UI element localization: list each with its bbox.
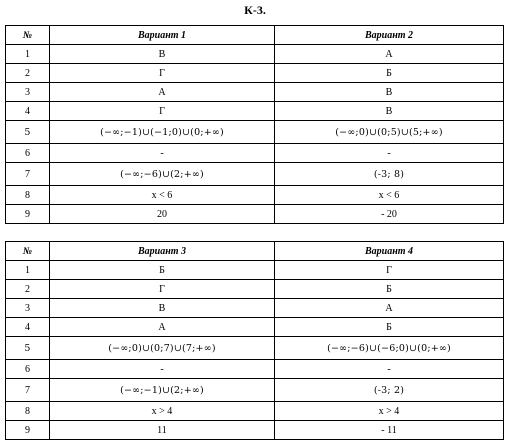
answer-cell: (−∞;−6)∪(−6;0)∪(0;+∞)	[275, 337, 504, 360]
table-row	[6, 163, 504, 186]
answer-cell: (−∞;−1)∪(−1;0)∪(0;+∞)	[50, 121, 275, 144]
answer-cell: В	[50, 45, 275, 64]
answer-cell: -	[275, 144, 504, 163]
column-header-variant-2: Вариант 2	[275, 26, 504, 45]
column-header-variant-3: Вариант 3	[50, 242, 275, 261]
answer-cell: Б	[275, 318, 504, 337]
answer-cell: В	[275, 102, 504, 121]
answer-cell: (-3; 8)	[275, 163, 504, 186]
table-row	[6, 402, 504, 421]
row-number-cell: 3	[6, 299, 50, 318]
table-row	[6, 121, 504, 144]
row-number-cell: 4	[6, 102, 50, 121]
table-row	[6, 205, 504, 224]
answer-cell: x > 4	[50, 402, 275, 421]
row-number-cell: 3	[6, 83, 50, 102]
answer-cell: В	[50, 299, 275, 318]
answer-cell: (-3; 2)	[275, 379, 504, 402]
column-header-number: №	[6, 26, 50, 45]
table-header-row	[6, 242, 504, 261]
answer-cell: Б	[275, 280, 504, 299]
answer-cell: -	[50, 144, 275, 163]
table-row	[6, 360, 504, 379]
answer-cell: -	[50, 360, 275, 379]
page-title: К-3.	[244, 3, 266, 17]
answer-cell: x > 4	[275, 402, 504, 421]
row-number-cell: 7	[6, 163, 50, 186]
table-row	[6, 337, 504, 360]
column-header-variant-4: Вариант 4	[275, 242, 504, 261]
row-number-cell: 9	[6, 205, 50, 224]
answer-cell: Г	[275, 261, 504, 280]
answer-cell: В	[275, 83, 504, 102]
table-row	[6, 64, 504, 83]
row-number-cell: 5	[6, 121, 50, 144]
row-number-cell: 7	[6, 379, 50, 402]
table-row	[6, 186, 504, 205]
answer-cell: Г	[50, 64, 275, 83]
table-row	[6, 261, 504, 280]
row-number-cell: 2	[6, 280, 50, 299]
answer-cell: А	[50, 318, 275, 337]
row-number-cell: 6	[6, 360, 50, 379]
answer-cell: (−∞;0)∪(0;5)∪(5;+∞)	[275, 121, 504, 144]
table-row	[6, 83, 504, 102]
row-number-cell: 2	[6, 64, 50, 83]
answer-cell: Г	[50, 102, 275, 121]
answer-cell: А	[275, 299, 504, 318]
answer-cell: - 20	[275, 205, 504, 224]
row-number-cell: 4	[6, 318, 50, 337]
answer-cell: x < 6	[50, 186, 275, 205]
answer-cell: (−∞;−1)∪(2;+∞)	[50, 379, 275, 402]
table-row	[6, 299, 504, 318]
answer-cell: x < 6	[275, 186, 504, 205]
answer-cell: (−∞;0)∪(0;7)∪(7;+∞)	[50, 337, 275, 360]
answer-cell: Б	[275, 64, 504, 83]
column-header-number: №	[6, 242, 50, 261]
answer-cell: - 11	[275, 421, 504, 440]
table-row	[6, 421, 504, 440]
row-number-cell: 8	[6, 186, 50, 205]
answer-cell: Б	[50, 261, 275, 280]
answer-cell: Г	[50, 280, 275, 299]
table-row	[6, 102, 504, 121]
answers-table-variants-3-4	[5, 241, 504, 440]
table-header-row	[6, 26, 504, 45]
table-row	[6, 280, 504, 299]
row-number-cell: 5	[6, 337, 50, 360]
answer-cell: 20	[50, 205, 275, 224]
answer-cell: -	[275, 360, 504, 379]
answers-table-variants-1-2	[5, 25, 504, 224]
table-row	[6, 144, 504, 163]
row-number-cell: 8	[6, 402, 50, 421]
answer-cell: А	[50, 83, 275, 102]
table-row	[6, 379, 504, 402]
answer-cell: 11	[50, 421, 275, 440]
table-row	[6, 318, 504, 337]
answer-cell: А	[275, 45, 504, 64]
table-row	[6, 45, 504, 64]
answer-cell: (−∞;−6)∪(2;+∞)	[50, 163, 275, 186]
row-number-cell: 6	[6, 144, 50, 163]
row-number-cell: 1	[6, 261, 50, 280]
row-number-cell: 9	[6, 421, 50, 440]
row-number-cell: 1	[6, 45, 50, 64]
column-header-variant-1: Вариант 1	[50, 26, 275, 45]
